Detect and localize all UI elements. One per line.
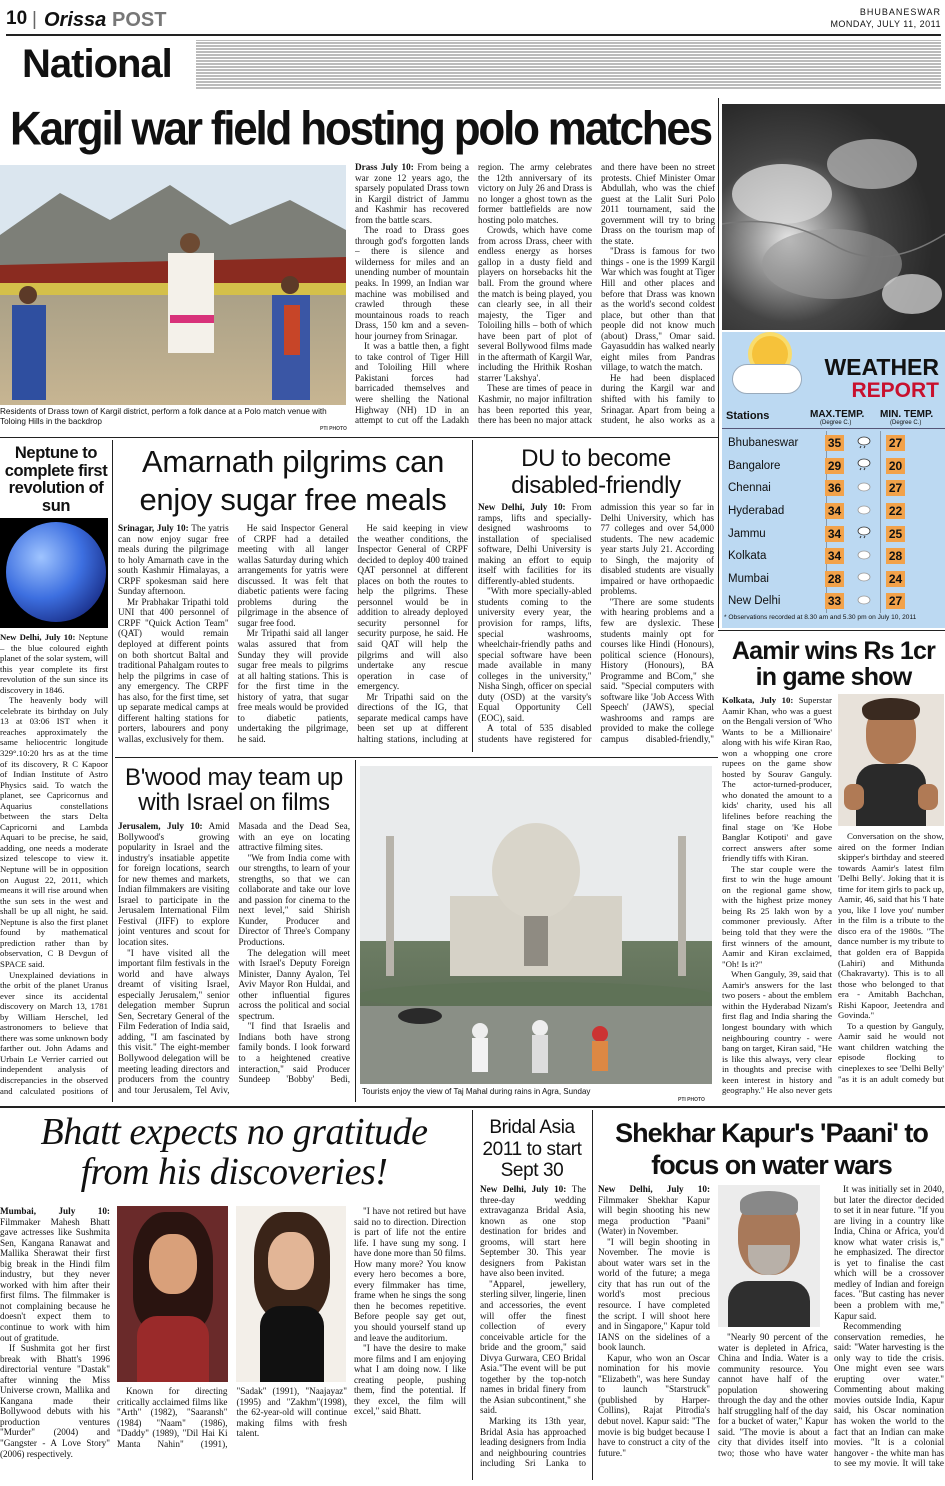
satellite-clouds xyxy=(722,104,945,330)
weather-city: New Delhi xyxy=(728,595,781,608)
kargil-article-body: Drass July 10: From being a war zone 12 years ago, the sparsely populated Drass town in Kargil district of Jammu and Kashmir has recovered from the battle scars. The road to Drass goes through god's forgotten lands – there is silence and wilderness for miles and an unending number of mountain peaks. In 1999, an Indian war machine was mobilised and crawled through these mountainous roads to reach Drass, 150 km and a seven-hour journey from Srinagar. It was a battle then, a fight to take control of Tiger Hill and Toloiling Hill where Pakistani forces had barricaded themselves and were shelling the National Highway (NH) 1D in an attempt to cut off the Ladakh region. The army celebrates the 12th anniversary of its victory on July 26 and Drass is no longer a ghost town as the former battlefields are now hosting polo matches. Crowds, which have come from across Drass, cheer with endless energy as horses gallop in a dusty field and players on horsebacks hit the ball. From the ground where the match is being played, you can clearly see, in all their majesty, the Tiger and Toloiling hills – both of which have been part of plot of several Bollywood films made in the aftermath of Kargil War, including the Hrithik Roshan starrer 'Lakshya'. These are times of peace in Kashmir, no major infiltration has been reported this year, there has been no major attack and there have been no street protests. Chief Minister Omar Abdullah, who was the chief guest at the Lalit Suri Polo 2011 tournament, said the government will try to bring Drass on the tourism map of the state. "Drass is famous for two things - one is the 1999 Kargil War which was fought at Tiger Hill and other places and before that Drass was known as the world's second coldest place, but other than that people did not know much (about) Drass," Omar said. Gayasuddin has walked nearly eight miles from Pandras village, to watch the match. He had been displaced during the Kargil war and shifted with his family to Srinagar. Apart from being a student, he also works as a xyxy=(355,162,715,426)
cloud-rain-icon xyxy=(856,462,872,474)
aamir-article-body-col2: Conversation on the show, aired on the former Indian skipper's birthday and steered towards Aamir's latest film 'Delhi Belly'. Joking that it is time for item girls to pack up, Aamir, 46, said that his 'I hate you, like I love you' number in the film is a tribute to the disco era of the 1980s. "The dance number is my tribute to that golden era of Bappida (Lahiri) and Mithunda (Chakravarty). This is to all those who belonged to that era - Amitabh Bachchan, Rishi Kapoor, Jeetendra and Govinda." To a question by Ganguly, Aamir said he would not want children watching the episode flocking to cineplexes to see 'Delhi Belly' "as it is an adult comedy but xyxy=(838,831,944,1084)
max-temp: 29 xyxy=(825,458,844,474)
bridal-headline: Bridal Asia 2011 to start Sept 30 xyxy=(482,1117,582,1181)
min-temp: 22 xyxy=(886,503,905,519)
weather-row xyxy=(722,500,945,523)
masthead: 10 | Orissa POST BHUBANESWAR MONDAY, JULY 11, 2011 xyxy=(6,6,941,36)
kargil-photo-scene xyxy=(0,165,346,405)
min-temp: 27 xyxy=(886,480,905,496)
cloud-icon xyxy=(856,508,872,520)
cloud-rain-icon xyxy=(856,440,872,452)
kapur-article-col3: It was initially set in 2040, but later the director decided to set it in near future. "If you are living in a country like India, China or Africa, you'd know what water crisis is," he emphasized. The director is yet to finalise the cast which will be a crossover medley of Indian and foreign faces. "But casting has never been a problem with me," Kapur said. Recommending conservation remedies, he said: "Water harvesting is the only way to tide the crisis. One might even see wars erupting over water." Commenting about making movies outside India, Kapur said, his Oscar nomination has woken the world to the fact that an Indian can make movies. "It is a colonial hangover - the white man has to see my movie. It will take xyxy=(834,1184,944,1469)
section-title: National xyxy=(22,42,172,86)
du-article-body: New Delhi, July 10: From ramps, lifts and specially-designed washrooms to installation of specialised software, Delhi University is making an effort to equip itself with facilities for its differently-abled students. "With more specially-abled students coming to the university every year, the provision for ramps, lifts, special washrooms, wheelchair-friendly paths and special software have been made available in many colleges in the university," Nisha Singh, officer on special duty (OSD) at the varsity's Equal Opportunity Cell (EOC), said. A total of 535 disabled students have registered for admission this year so far in Delhi University, which has 77 colleges and over 54,000 students. The new academic year starts July 21. According to Singh, the majority of disabled students are visually impaired or have orthopaedic problems. "There are some students with hearing problems and a few are dyslexic. These students mainly opt for courses like Hindi (Honours), political science (Honours), History (Honours), BA Programme and BCom," she said. "Special computers with software like 'Job Access With Speech' (JAWS), special washrooms and ramps are provided to make the college campus disabled-friendly," xyxy=(478,502,714,745)
weather-title: WEATHER xyxy=(824,354,939,380)
bwood-article-body: Jerusalem, July 10: Amid Bollywood's growing popularity in Israel and the industry's insatiable appetite for foreign locations, search for new themes and markets, Indian filmmakers are visiting Israel to participate in the Jerusalem International Film Festival (JIFF) to explore joint ventures and scout for location sites. "I have visited all the important film festivals in the world and have always dreamt of visiting Israel, especially Jerusalem," senior delegation member Suprun Sen, Secretary General of the Film Federation of India said, adding, "I am fascinated by this visit." The eight-member Bollywood delegation will be meeting leading directors and producers from the country and tour Jerusalem, Tel Aviv, Masada and the Dead Sea, with an eye on locating attractive filming sites. "We from India come with our strengths, to learn of your strengths, so that we can collaborate and take our love and passion for cinema to the next level," said Shirish Kunder, Producer and Director of Three's Company Productions. The delegation will meet with Israel's Deputy Foreign Minister, Danny Ayalon, Tel Aviv Mayor Ron Huldai, and other influential figures across the political and social spectrum. "I find that Israelis and Indians both have strong family bonds. I look forward to a heightened creative interaction," said Producer Sundeep 'Bobby' Bedi, xyxy=(118,821,350,1095)
bwood-headline: B'wood may team up with Israel on films xyxy=(125,764,343,816)
brand-orissa: Orissa xyxy=(44,9,107,31)
satellite-image xyxy=(722,104,945,330)
aamir-headline: Aamir wins Rs 1cr in game show xyxy=(731,637,936,691)
weather-table xyxy=(722,432,945,613)
masthead-city: BHUBANESWAR xyxy=(859,7,941,17)
taj-scene xyxy=(360,766,712,1084)
masthead-date: MONDAY, JULY 11, 2011 xyxy=(830,19,941,29)
max-temp: 35 xyxy=(825,435,844,451)
brand-post: POST xyxy=(112,9,167,31)
min-temp: 28 xyxy=(886,548,905,564)
kargil-caption: Residents of Drass town of Kargil district, perform a folk dance at a Polo match venue with Toloing Hills in the backdrop xyxy=(0,407,327,426)
weather-row xyxy=(722,590,945,613)
kapur-photo xyxy=(718,1185,820,1327)
bhatt-article-col4: "I have not retired but have said no to direction. Direction is part of life not the entire life. I have sung my song. I have done more than 50 films. How many more? You know every hero becomes a bore, every filmmaker has time, frame when he sings the song then he becomes repetitive. Before people say get out, you should yourself stand up and leave the auditorium. "I have the desire to make more films and I am enjoying what I am doing now. I like creating people, pushing them, find the potential. If they excel, the film will excel," said Bhatt. xyxy=(354,1206,466,1417)
taj-caption: Tourists enjoy the view of Taj Mahal during rains in Agra, Sunday xyxy=(362,1087,591,1096)
bhatt-article-col1: Mumbai, July 10: Filmmaker Mahesh Bhatt gave actresses like Sushmita Sen, Kangana Ranawat and Mallika Sherawat their first big break in the Hindi film industry, but they never worked with him after their first films. The filmmaker is not complaining because he doesn't expect them to continue to work with him out of gratitude. If Sushmita got her first break with Bhatt's 1996 directorial venture "Dastak" after winning the Miss Universe crown, Mallika and Kangana made their Bollywood debuts with his production ventures "Murder" (2004) and "Gangster - A Love Story" (2006) respectively. xyxy=(0,1206,110,1459)
kapur-article-col1: New Delhi, July 10: Filmmaker Shekhar Kapur will begin shooting his new mega production "Paani" (Water) in November. "I will begin shooting in November. The movie is about water wars set in the world of the future; a mega city that has run out of the world's most precious resource. I have completed the script. I will shoot here and in Singapore," Kapur told IANS on the sidelines of a book launch. Kapur, who won an Oscar nomination for his movie "Elizabeth", was here Sunday to launch "Starstruck" (published by Harper-Collins), Rajat Pitrodia's debut novel. Kapur said: "The movie is big budget because I have to construct a city of the future." xyxy=(598,1184,710,1458)
max-temp: 34 xyxy=(825,548,844,564)
weather-city: Bhubaneswar xyxy=(728,437,799,450)
aamir-photo xyxy=(838,694,944,826)
cloud-icon xyxy=(856,598,872,610)
section-bar xyxy=(6,40,941,90)
weather-panel: WEATHER REPORT Stations MAX.TEMP. (Degree C.) MIN. TEMP. (Degree C.) Bhubaneswar 35 27 Bangalore 29 20 Chennai 36 27 Hyderabad 34 22 Jammu 34 25 Kolkata 34 28 Mumbai 28 24 New Delhi 33 27 xyxy=(722,332,945,628)
weather-city: Mumbai xyxy=(728,572,769,585)
min-temp: 27 xyxy=(886,593,905,609)
max-temp: 36 xyxy=(825,480,844,496)
weather-row xyxy=(722,432,945,455)
kapur-article-col2: "Nearly 90 percent of the water is depleted in Africa, China and India. Water is a community resource. You cannot have half of the population showering through the day and the other half struggling half of the day for a bucket of water," Kapur said. "The movie is about a city that divides itself into two; those who have water xyxy=(718,1332,828,1459)
taj-mahal-photo xyxy=(360,766,712,1084)
kargil-photo xyxy=(0,165,346,405)
weather-row xyxy=(722,455,945,478)
neptune-article-body: New Delhi, July 10: Neptune – the blue coloured eighth planet of the solar system, will this year complete its first revolution of the sun since its discovery in 1846. The heavenly body will celebrate its birthday on July 13 at 03:06 IST when it reaches approximately the same heliocentric longitude 329°.10:20 hrs as at the time of its discovery, R C Kapoor of Indian Institute of Astro Physics said. To watch the planet, see Capricornus and Aquarius constellations between the stars Delta Capricorni and Lambda Aquari to be precise, he said, adding, one needs a moderate sized telescope to view it. Neptune will be in opposition on August 22, 2011, which means it will rise around when the sun sets in the west and shall be up all night, he said. Neptune is also the first planet found by mathematical prediction rather than by observation, C B Devgun of SPACE said. Unexplained deviations in the orbit of the planet Uranus ever since its accidental discovery on March 13, 1781 by William Herschel, led astronomers to believe that there was some unknown body farther out. John Adams and Urbain Le Verrier carried out independent analysis of discrepancies in the observed and calculated positions of xyxy=(0,632,108,1096)
bhatt-article-col-bottom: Known for directing critically acclaimed films like "Arth" (1982), "Saaransh" (1984) "Naam" (1986), "Daddy" (1989), "Dil Hai Ki Manta Nahin" (1991), "Sadak" (1991), "Naajayaz" (1995) and "Zakhm"(1998), the 62-year-old will continue making films with fresh talent. xyxy=(117,1386,347,1449)
weather-subtitle: REPORT xyxy=(851,379,939,402)
max-temp: 28 xyxy=(825,571,844,587)
min-temp: 20 xyxy=(886,458,905,474)
aamir-article-body-col1: Kolkata, July 10: Superstar Aamir Khan, who was a guest on the Bengali version of 'Who Wants to be a Millionaire' along with his wife Kiran Rao, won a whopping one crore rupees on the game show hosted by Sourav Ganguly. The actor-turned-producer, who donated the amount to a kids' charity, used his all lifelines before reaching the final stage on 'Ke Hobe Banglar Kotipoti' and gave correct answers after some friendly tiffs with Kiran. The star couple were the first to win the huge amount on the regional game show, with the highest prize money being Rs 25 lakh won by a commoner previously. After being told that they were the first winners of the amount, Aamir and Kiran exclaimed, "Oh! Is it?" When Ganguly, 39, said that Aamir's answers for the last two posers - about the emblem within the Hyderabad Nizam's first flag and India sharing the longest boundary with which neighbouring country - were bang on target, Kiran said, "He is like this always, very clear in thoughts and precise with keen interest in history and geography." He also never gets xyxy=(722,695,832,1096)
cloud-icon xyxy=(856,485,872,497)
amarnath-headline: Amarnath pilgrims can enjoy sugar free meals xyxy=(139,444,447,517)
weather-row xyxy=(722,522,945,545)
kapur-headline: Shekhar Kapur's 'Paani' to focus on water wars xyxy=(615,1118,928,1180)
weather-row xyxy=(722,545,945,568)
max-temp: 34 xyxy=(825,526,844,542)
weather-city: Bangalore xyxy=(728,459,781,472)
taj-photo-credit: PTI PHOTO xyxy=(678,1097,705,1103)
weather-city: Chennai xyxy=(728,482,771,495)
col-max: MAX.TEMP. xyxy=(810,409,865,420)
weather-city: Jammu xyxy=(728,527,766,540)
page-number: 10 xyxy=(6,8,28,29)
min-temp: 24 xyxy=(886,571,905,587)
cloud-icon xyxy=(856,553,872,565)
amarnath-article-body: Srinagar, July 10: The yatris can now enjoy sugar free meals during the pilgrimage to holy Amarnath cave in the south Kashmir Himalayas, a CRPF spokesman said here Sunday afternoon. Mr Prabhakar Tripathi told UNI that 400 personnel of CRPF "Quick Action Team" (QAT) would remain deployed at different points on both shortcut Baltal and traditional Pahalgam routes to help the pilgrims in case of any emergency. The CRPF has also, for the first time, set up separate medical camps at different halting stations for porters, labourers and pony wallas, exclusively for them. He said Inspector General of CRPF had a detailed meeting with all langer wallas Saturday during which arrangements for yatris were discussed. It was felt that diabetic patients were facing problems during the pilgrimage in the absence of sugar free food. Mr Tripathi said all langer walas assured that from Sunday they will provide sugar free meals to pilgrims at all halting stations. This is for the first time in the history of yatra, that sugar free meals would be provided to diabetic patients, undertaking the pilgrimage, he said. He said keeping in view the weather conditions, the Inspector General of CRPF decided to deploy 400 trained QAT personnel at different places on both the routes to help the pilgrims. These personnel would be in addition to already deployed security personnel for security purpose, he said. He said QAT will help the pilgrims and will also undertake any rescue operation in case of emergency. Mr Tripathi said on the directions of the IG, that separate medical camps have been set up at different halting stations, including at xyxy=(118,523,468,744)
weather-city: Hyderabad xyxy=(728,505,785,518)
bhatt-photo-right xyxy=(236,1206,346,1382)
kargil-photo-credit: PTI PHOTO xyxy=(320,426,347,432)
sun-cloud-icon xyxy=(726,334,810,402)
cloud-rain-icon xyxy=(856,530,872,542)
neptune-image xyxy=(0,518,108,628)
max-temp: 34 xyxy=(825,503,844,519)
weather-city: Kolkata xyxy=(728,550,767,563)
cloud-icon xyxy=(856,575,872,587)
kargil-headline: Kargil war field hosting polo matches xyxy=(10,102,711,156)
weather-note: * Observations recorded at 8.30 am and 5.30 pm on July 10, 2011 xyxy=(724,614,917,621)
weather-row xyxy=(722,477,945,500)
bhatt-photo-left xyxy=(117,1206,228,1382)
min-temp: 27 xyxy=(886,435,905,451)
col-min: MIN. TEMP. xyxy=(880,409,934,420)
weather-row xyxy=(722,568,945,591)
max-temp: 33 xyxy=(825,593,844,609)
min-temp: 25 xyxy=(886,526,905,542)
col-stations: Stations xyxy=(726,410,770,422)
bridal-article-body: New Delhi, July 10: The three-day wedding extravaganza Bridal Asia, known as one stop destination for brides and grooms, will start here September 30. This year designers from Pakistan have also been invited. "Apparel, jewellery, sterling silver, lingerie, linen and accessories, the event will offer the finest collection of every conceivable article for the bride and the groom," said Divya Gurwara, CEO Bridal Asia."The event will be put together by the top-notch names in bridal finery from the Asian subcontinent," she said. Marking its 13th year, Bridal Asia has approached leading designers from India and neighbouring countries including Sri Lanka to xyxy=(480,1184,586,1469)
neptune-headline: Neptune to complete first revolution of sun xyxy=(4,444,108,515)
du-headline: DU to become disabled-friendly xyxy=(511,445,681,499)
bhatt-headline: Bhatt expects no gratitude from his discoveries! xyxy=(40,1111,428,1193)
